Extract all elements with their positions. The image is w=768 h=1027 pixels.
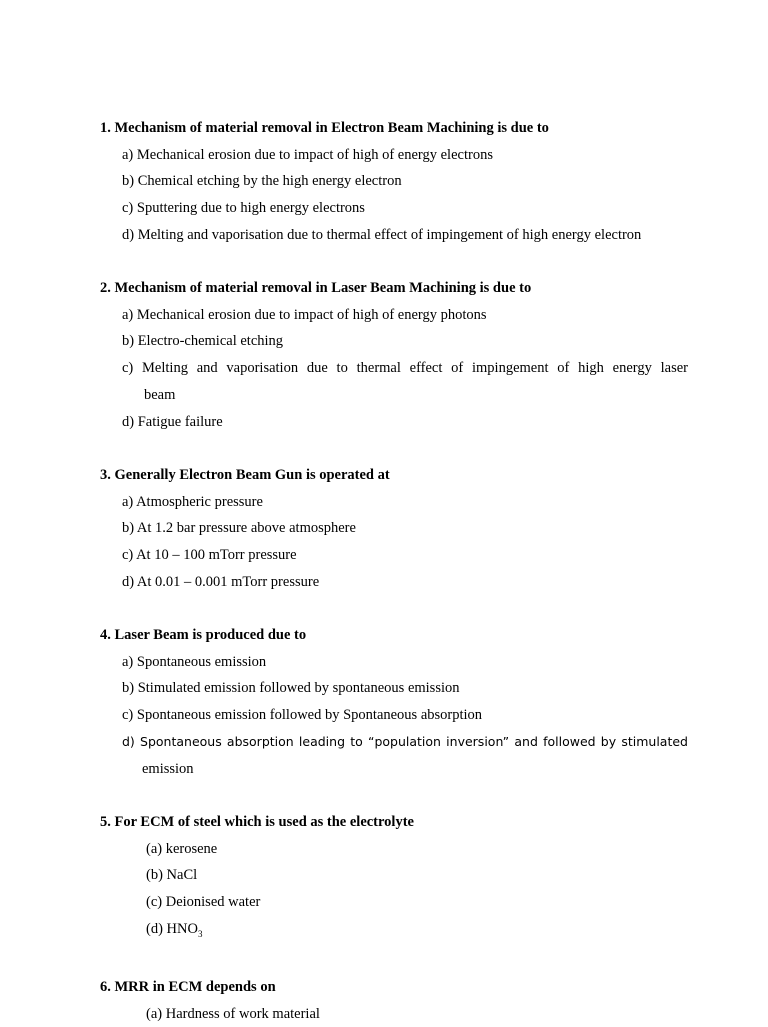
answer-option: d) Melting and vaporisation due to thermal effect of impingement of high energy electron [122, 226, 642, 243]
answer-option-line: c) Melting and vaporisation due to thermal effect of impingement of high energy laser [122, 360, 688, 377]
answer-option: b) Chemical etching by the high energy electron [122, 173, 402, 190]
answer-option: (b) NaCl [146, 867, 198, 884]
question-title: 6. MRR in ECM depends on [100, 979, 276, 995]
question-5 [100, 809, 690, 948]
question-4 [100, 622, 690, 782]
answer-option: (a) Hardness of work material [146, 1005, 320, 1022]
answer-option: d) At 0.01 – 0.001 mTorr pressure [122, 573, 320, 590]
answer-option: (c) Deionised water [146, 894, 261, 911]
answer-option: a) Spontaneous emission [122, 653, 267, 670]
answer-option: a) Mechanical erosion due to impact of high of energy photons [122, 306, 487, 323]
answer-option [122, 355, 688, 408]
question-title: 3. Generally Electron Beam Gun is operated at [100, 467, 390, 483]
question-title: 2. Mechanism of material removal in Laser Beam Machining is due to [100, 280, 532, 296]
answer-option: d) Fatigue failure [122, 413, 223, 430]
question-title: 4. Laser Beam is produced due to [100, 627, 307, 643]
answer-option: c) At 10 – 100 mTorr pressure [122, 547, 297, 564]
answer-option: b) At 1.2 bar pressure above atmosphere [122, 520, 356, 537]
answer-option: (a) kerosene [146, 840, 218, 857]
question-title: 1. Mechanism of material removal in Electron Beam Machining is due to [100, 120, 549, 136]
answer-option [122, 729, 688, 782]
answer-option-text: (d) HNO [146, 920, 198, 937]
answer-option: c) Sputtering due to high energy electrons [122, 200, 365, 217]
answer-option: a) Atmospheric pressure [122, 493, 263, 510]
question-title: 5. For ECM of steel which is used as the electrolyte [100, 814, 414, 830]
answer-option: a) Mechanical erosion due to impact of high of energy electrons [122, 146, 493, 163]
answer-option-continuation: beam [144, 386, 176, 403]
answer-option: b) Electro-chemical etching [122, 333, 284, 350]
question-1 [100, 115, 690, 249]
question-3 [100, 462, 690, 596]
question-2 [100, 275, 690, 435]
question-6 [100, 974, 690, 1027]
answer-option: b) Stimulated emission followed by spontaneous emission [122, 680, 460, 697]
answer-option-line: d) Spontaneous absorption leading to “population inversion” and followed by stimulated [122, 733, 688, 749]
subscript: 3 [197, 928, 203, 939]
answer-option: c) Spontaneous emission followed by Spontaneous absorption [122, 707, 483, 724]
answer-option-continuation: emission [142, 760, 194, 777]
answer-option [146, 916, 690, 948]
